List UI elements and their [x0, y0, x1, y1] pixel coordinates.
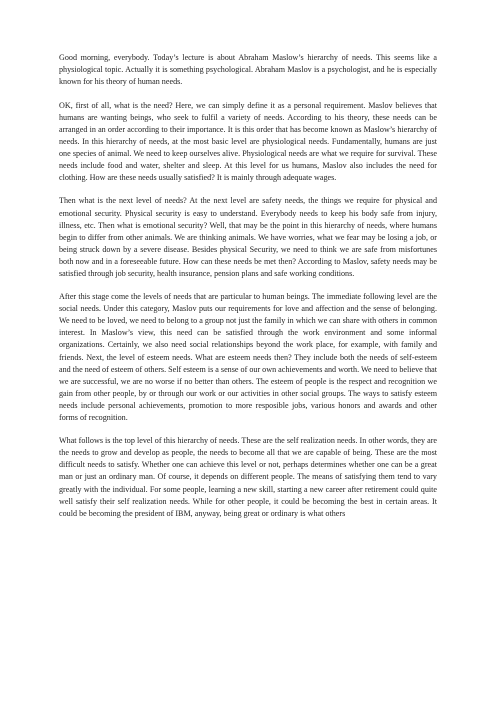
- paragraph-intro: Good morning, everybody. Today’s lecture is about Abraham Maslow’s hierarchy of needs. This seems like a physiological topic. Actually it is something psychological. Abraham Maslov is a psychologist, and he is especially known for his theory of human needs.: [59, 53, 437, 87]
- paragraph-physiological-needs: OK, first of all, what is the need? Here, we can simply define it as a personal requirement. Maslov believes that humans are wanting beings, who seek to fulfil a variety of needs. According to his theory, these needs can be arranged in an order according to their importance. It is this order that has become known as Maslow’s hierarchy of needs. In this hierarchy of needs, at the most basic level are physiological needs. Fundamentally, humans are just one species of animal. We need to keep ourselves alive. Physiological needs are what we require for survival. These needs include food and water, shelter and sleep. At this level for us humans, Maslov also includes the need for clothing. How are these needs usually satisfied? It is mainly through adequate wages.: [59, 100, 437, 182]
- paragraph-social-esteem-needs: After this stage come the levels of needs that are particular to human beings. The immediate following level are the social needs. Under this category, Maslov puts our requirements for love and affection and the sense of belonging. We need to be loved, we need to belong to a group not just the family in which we can share with others in common interest. In Maslow’s view, this need can be satisfied through the work environment and some informal organizations. Certainly, we also need social relationships beyond the work place, for example, with family and friends. Next, the level of esteem needs. What are esteem needs then? They include both the needs of self-esteem and the need of esteem of others. Self esteem is a sense of our own achievements and worth. We need to believe that we are successful, we are no worse if no better than others. The esteem of people is the respect and recognition we gain from other people, by or through our work or our activities in other social groups. The ways to satisfy esteem needs include personal achievements, promotion to more resposible jobs, various honors and awards and other forms of recognition.: [59, 292, 437, 422]
- paragraph-safety-needs: Then what is the next level of needs? At the next level are safety needs, the things we require for physical and emotional security. Physical security is easy to understand. Everybody needs to keep his body safe from injury, illness, etc. Then what is emotional security? Well, that may be the point in this hierarchy of needs, where humans begin to differ from other animals. We are thinking animals. We have worries, what we fear may be losing a job, or being struck down by a severe disease. Besides physical Security, we need to think we are safe from misfortunes both now and in a foreseeable future. How can these needs be met then? According to Maslov, safety needs may be satisfied through job security, health insurance, pension plans and safe working conditions.: [59, 196, 437, 278]
- paragraph-self-realization-needs: What follows is the top level of this hierarchy of needs. These are the self realization needs. In other words, they are the needs to grow and develop as people, the needs to become all that we are capable of being. These are the most difficult needs to satisfy. Whether one can achieve this level or not, perhaps determines whether one can be a great man or just an ordinary man. Of course, it depends on different people. The means of satisfying them tend to vary greatly with the individual. For some people, learning a new skill, starting a new career after retirement could quite well satisfy their self realization needs. While for other people, it could be becoming the best in certain areas. It could be becoming the president of IBM, anyway, being great or ordinary is what others: [59, 436, 437, 518]
